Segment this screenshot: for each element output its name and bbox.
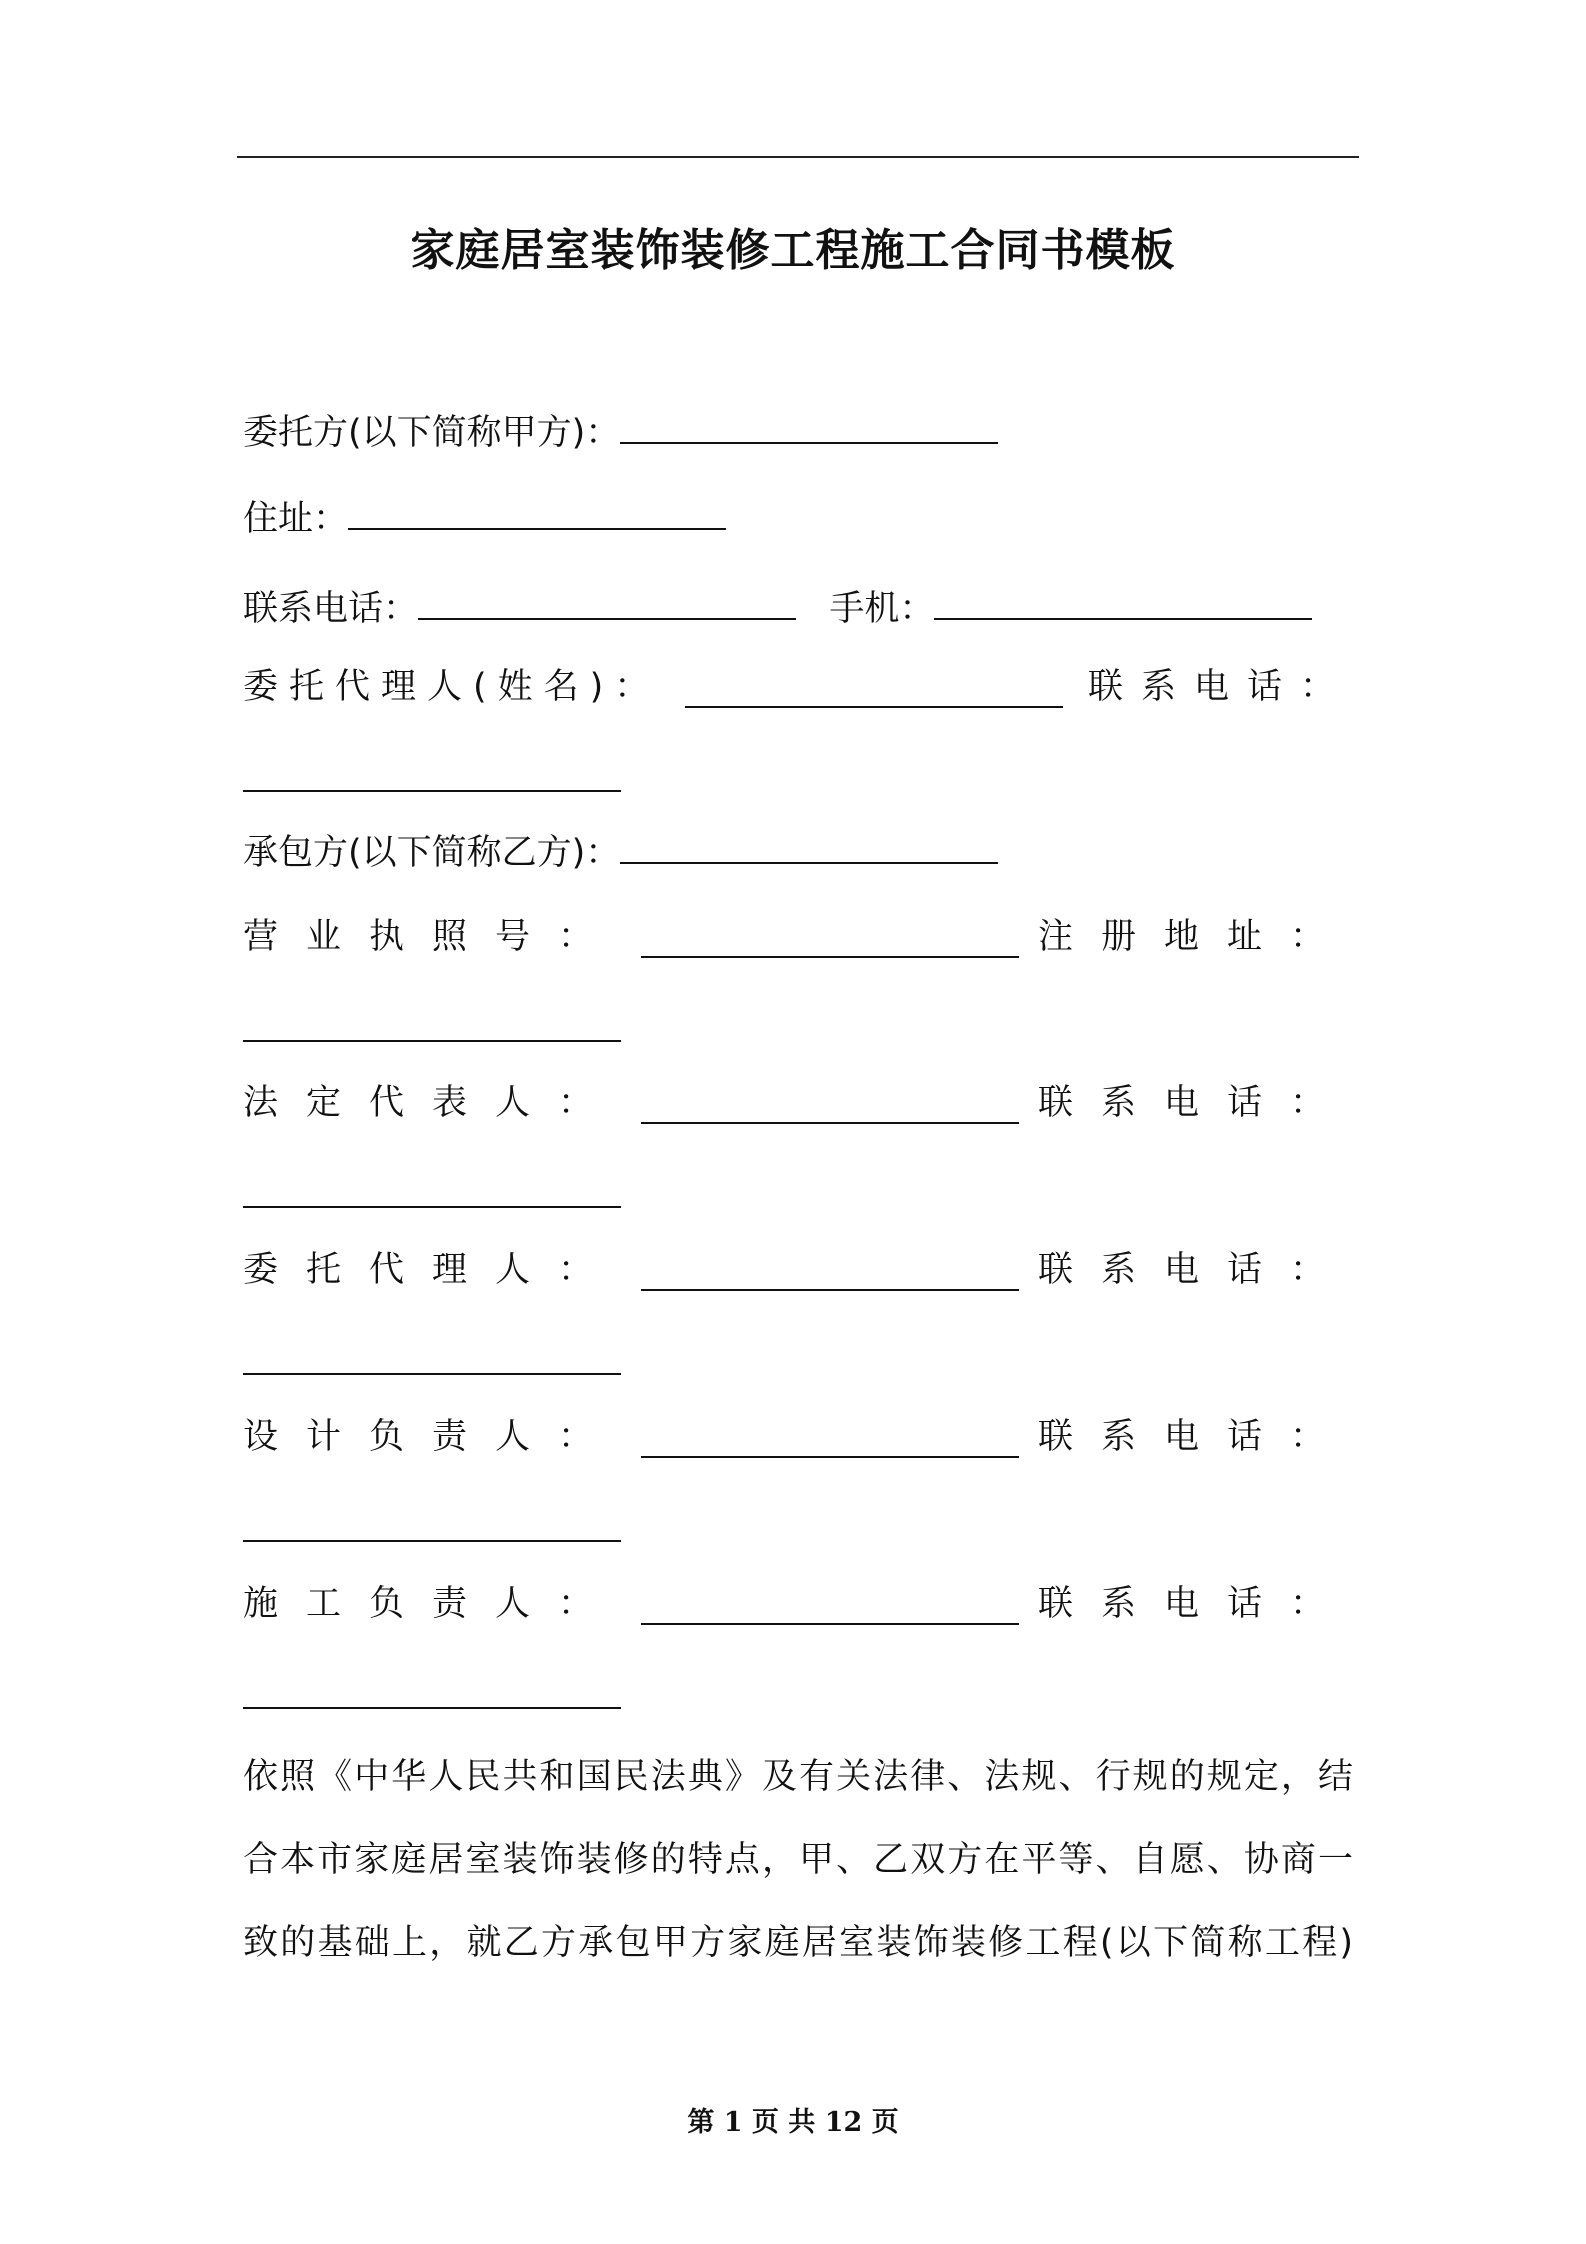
legal-rep-phone-blank[interactable]: [243, 1176, 621, 1208]
agent-name-blank[interactable]: [685, 676, 1063, 708]
agent-label: 委托代理人：: [243, 1250, 622, 1290]
address-label: 住址：: [243, 499, 349, 539]
agent-phone-label: 联系电话：: [1037, 1250, 1353, 1290]
address-line: [243, 498, 726, 540]
address-blank[interactable]: [348, 498, 726, 530]
client-line: [243, 412, 998, 454]
phone-line: [243, 588, 1312, 630]
construction-blank[interactable]: [641, 1593, 1019, 1625]
designer-phone-label: 联系电话：: [1037, 1417, 1353, 1457]
legal-rep-phone-line: [243, 1176, 621, 1218]
agent-name-phone-line: [243, 760, 621, 802]
legal-rep-blank[interactable]: [641, 1092, 1019, 1124]
legal-rep-line: [243, 1082, 1353, 1124]
construction-phone-label: 联系电话：: [1037, 1584, 1353, 1624]
construction-line: [243, 1583, 1353, 1625]
designer-label: 设计负责人：: [243, 1417, 622, 1457]
construction-phone-line: [243, 1677, 621, 1719]
agent-blank[interactable]: [641, 1259, 1019, 1291]
contractor-label: 承包方(以下简称乙方)：: [243, 833, 621, 873]
legal-rep-label: 法定代表人：: [243, 1083, 622, 1123]
agent-phone-line: [243, 1343, 621, 1385]
license-blank[interactable]: [641, 926, 1019, 958]
agent-name-phone-label: 联系电话：: [1087, 667, 1353, 707]
document-title: 家庭居室装饰装修工程施工合同书模板: [410, 225, 1176, 276]
designer-phone-blank[interactable]: [243, 1510, 621, 1542]
page-footer: 第 1 页 共 12 页: [687, 2107, 899, 2138]
intro-paragraph: [243, 1736, 1353, 1985]
license-label: 营业执照号：: [243, 917, 622, 957]
contractor-blank[interactable]: [620, 832, 998, 864]
construction-phone-blank[interactable]: [243, 1677, 621, 1709]
mobile-blank[interactable]: [934, 588, 1312, 620]
legal-rep-phone-label: 联系电话：: [1037, 1083, 1353, 1123]
agent-line: [243, 1249, 1353, 1291]
license-line: [243, 916, 1353, 958]
reg-address-blank-line: [243, 1010, 621, 1052]
reg-address-label: 注册地址：: [1037, 917, 1353, 957]
designer-line: [243, 1416, 1353, 1458]
contractor-line: [243, 832, 998, 874]
designer-phone-line: [243, 1510, 621, 1552]
header-rule: [237, 156, 1359, 158]
agent-phone-blank[interactable]: [243, 1343, 621, 1375]
paragraph-line: 致的基础上，就乙方承包甲方家庭居室装饰装修工程(以下简称工程): [243, 1923, 1353, 1963]
agent-name-phone-blank[interactable]: [243, 760, 621, 792]
paragraph-line: 合本市家庭居室装饰装修的特点，甲、乙双方在平等、自愿、协商一: [243, 1840, 1353, 1880]
phone-blank[interactable]: [418, 588, 796, 620]
paragraph-line: 依照《中华人民共和国民法典》及有关法律、法规、行规的规定，结: [243, 1757, 1353, 1797]
designer-blank[interactable]: [641, 1426, 1019, 1458]
construction-label: 施工负责人：: [243, 1584, 622, 1624]
agent-name-line: [243, 666, 1353, 708]
agent-name-label: 委托代理人(姓名)：: [243, 667, 661, 707]
client-blank[interactable]: [620, 412, 998, 444]
client-label: 委托方(以下简称甲方)：: [243, 413, 621, 453]
reg-address-blank[interactable]: [243, 1010, 621, 1042]
phone-label: 联系电话：: [243, 589, 419, 629]
mobile-label: 手机：: [829, 589, 935, 629]
